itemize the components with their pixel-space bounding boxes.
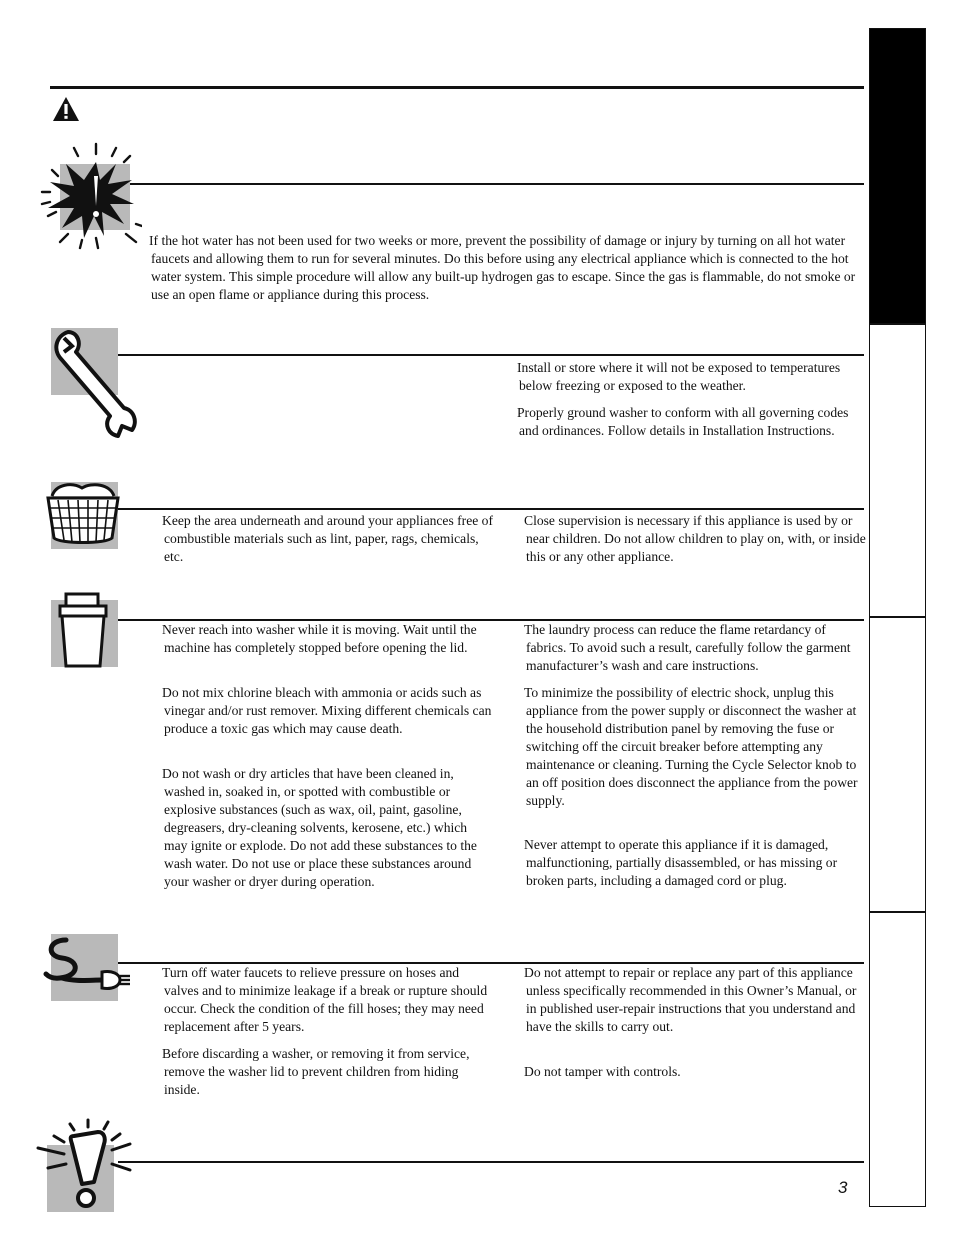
hose-icon bbox=[40, 936, 132, 992]
laundry-right-paragraph: Close supervision is necessary if this appliance is used by or near children. Do not allow children to play on, with, or inside this or any other appliance. bbox=[524, 513, 866, 564]
installation-right-paragraph: Properly ground washer to conform with all governing codes and ordinances. Follow details in Installation Instructions. bbox=[517, 405, 849, 438]
wrench-icon bbox=[48, 326, 144, 438]
laundry-rule bbox=[118, 508, 864, 510]
top-rule bbox=[50, 86, 864, 89]
using-washer-left-paragraph: Do not mix chlorine bleach with ammonia or acids such as vinegar and/or rust remover. Mixing different chemicals can produce a toxic gas which may cause death. bbox=[162, 685, 492, 736]
page-number: 3 bbox=[838, 1178, 848, 1197]
bottom-rule bbox=[118, 1161, 864, 1163]
explosion-warning-icon bbox=[38, 142, 142, 250]
laundry-basket-icon bbox=[44, 480, 122, 546]
washer-icon bbox=[56, 592, 110, 672]
using-washer-left-paragraph: Do not wash or dry articles that have been cleaned in, washed in, soaked in, or spotted with combustible or explosive substances (such as wax, oil, paint, gasoline, degreasers, dry-cleaning solvents, kerosene, etc.) which may ignite or explode. Do not add these substances to the wash water. Do not use or place these substances around your washer or dryer during operation. bbox=[162, 766, 477, 889]
hoses-left-paragraph: Before discarding a washer, or removing it from service, remove the washer lid to prevent children from hiding inside. bbox=[162, 1046, 470, 1097]
hoses-right-paragraph: Do not attempt to repair or replace any part of this appliance unless specifically recommended in this Owner’s Manual, or in published user-repair instructions that you understand and have the skills to carry out. bbox=[524, 965, 857, 1034]
section-tab-2 bbox=[869, 323, 926, 618]
using-washer-right-paragraph: To minimize the possibility of electric shock, unplug this appliance from the power supply or disconnect the washer at the household distribution panel by removing the fuse or switching off the circuit breaker before attempting any maintenance or cleaning. Turning the Cycle Selector knob to an off position does disconnect the appliance from the power supply. bbox=[524, 685, 858, 808]
warning-triangle-icon bbox=[52, 96, 80, 122]
exclamation-bulb-icon bbox=[34, 1118, 134, 1212]
section-tab-active bbox=[869, 28, 926, 325]
installation-rule bbox=[118, 354, 864, 356]
section-tab-4 bbox=[869, 911, 926, 1207]
hoses-right-paragraph: Do not tamper with controls. bbox=[524, 1064, 681, 1079]
using-washer-right-paragraph: The laundry process can reduce the flame retardancy of fabrics. To avoid such a result, carefully follow the garment manufacturer’s wash and care instructions. bbox=[524, 622, 851, 673]
hoses-left-paragraph: Turn off water faucets to relieve pressure on hoses and valves and to minimize leakage if a break or rupture should occur. Check the condition of the fill hoses; they may need replacement after 5 years. bbox=[162, 965, 488, 1034]
section-tab-3 bbox=[869, 616, 926, 913]
hot-water-warning-text: If the hot water has not been used for two weeks or more, prevent the possibility of damage or injury by turning on all hot water faucets and allowing them to run for several minutes. Do this before using any electrical appliance which is connected to the hot water system. This simple procedure will allow any built-up hydrogen gas to escape. Since the gas is flammable, do not smoke or use an open flame or appliance during this process. bbox=[149, 233, 856, 302]
using-washer-left-paragraph: Never reach into washer while it is moving. Wait until the machine has completely stopped before opening the lid. bbox=[162, 622, 477, 655]
using-washer-right-paragraph: Never attempt to operate this appliance if it is damaged, malfunctioning, partially disassembled, or has missing or broken parts, including a damaged cord or plug. bbox=[524, 837, 838, 888]
installation-right-paragraph: Install or store where it will not be exposed to temperatures below freezing or exposed to the weather. bbox=[517, 360, 841, 393]
hot-water-rule bbox=[130, 183, 864, 185]
laundry-left-paragraph: Keep the area underneath and around your appliances free of combustible materials such as lint, paper, rags, chemicals, etc. bbox=[162, 513, 493, 564]
